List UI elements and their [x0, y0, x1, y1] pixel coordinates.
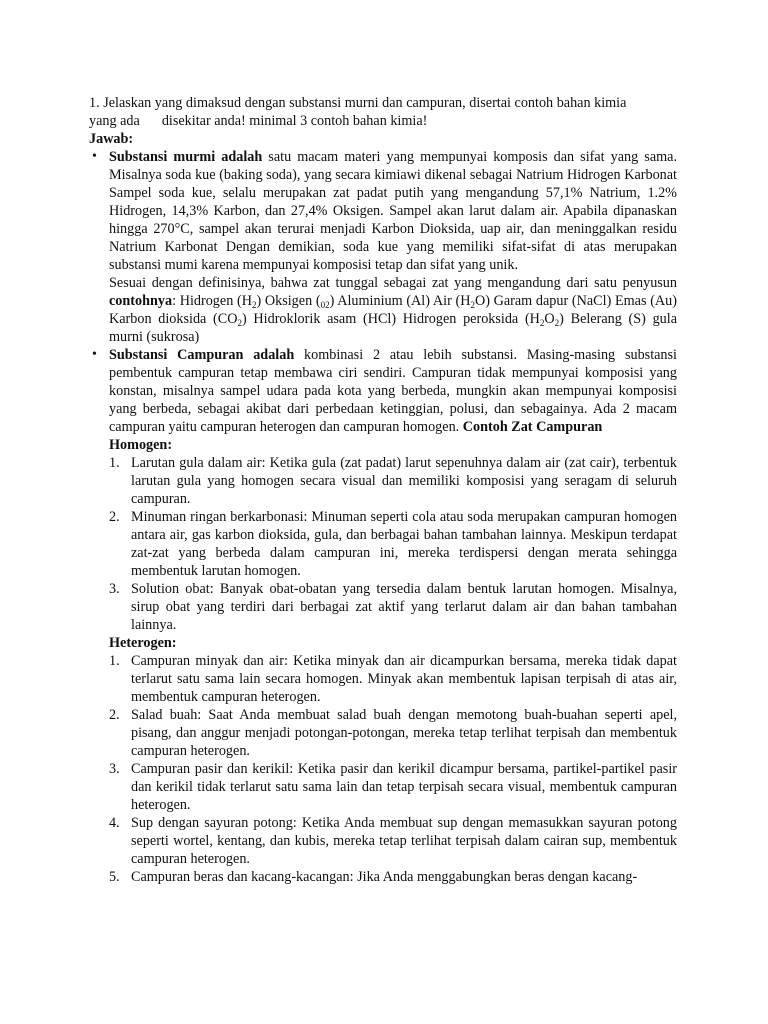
answer-list [89, 148, 677, 886]
campuran-paragraph [109, 346, 677, 436]
list-item-campuran [89, 346, 677, 886]
list-item-text: Campuran beras dan kacang-kacangan: Jika Anda menggabungkan beras dengan kacang- [131, 869, 638, 885]
example-text: ) Oksigen ( [256, 293, 321, 309]
murni-examples-intro: Sesuai dengan definisinya, bahwa zat tunggal sebagai zat yang mengandung dari satu penyusun [109, 275, 677, 291]
heterogen-list [109, 652, 677, 886]
question-text-line2b: disekitar anda! minimal 3 contoh bahan kimia! [161, 113, 428, 129]
murni-paragraph [109, 148, 677, 274]
example-text: ) Hidroklorik asam (HCl) Hidrogen peroksida (H [241, 311, 540, 327]
example-text: O) Garam dapur (NaCl) Emas (Au) Karbon dioksida (CO [109, 293, 677, 327]
list-item-text: Campuran pasir dan kerikil: Ketika pasir dan kerikil dicampur bersama, partikel-partikel pasir dan kerikil tidak terlarut satu sama lain dan tetap terpisah secara visual, membentuk campuran heterogen. [131, 761, 677, 813]
contoh-label: contohnya [109, 293, 173, 309]
murni-text: satu macam materi yang mempunyai komposis dan sifat yang sama. Misalnya soda kue (baking soda), yang secara kimiawi dikenal sebagai Natrium Hidrogen Karbonat Sampel soda kue, selalu merupakan zat padat putih yang mengandung 57,1% Natrium, 1.2% Hidrogen, 14,3% Karbon, dan 27,4% Oksigen. Sampel akan larut dalam air. Apabila dipanaskan hingga 270°C, sampel akan terurai menjadi Karbon Dioksida, uap air, dan meninggalkan residu Natrium Karbonat Dengan demikian, soda kue yang memiliki sifat-sifat di atas merupakan substansi mumi karena mempunyai komposisi tetap dan sifat yang unik. [109, 149, 677, 273]
heterogen-heading: Heterogen: [109, 635, 177, 651]
list-item-murni [89, 148, 677, 346]
subscript: 2 [237, 318, 242, 328]
list-item-number: 3. [109, 581, 120, 597]
list-item [109, 760, 677, 814]
murni-term: Substansi murmi adalah [109, 149, 263, 165]
list-item-number: 3. [109, 761, 120, 777]
example-text: O [544, 311, 555, 327]
list-item [109, 454, 677, 508]
murni-examples-paragraph [109, 274, 677, 346]
list-item-number: 1. [109, 455, 120, 471]
list-item-number: 1. [109, 653, 120, 669]
example-text: : Hidrogen (H [172, 293, 252, 309]
homogen-heading: Homogen: [109, 437, 173, 453]
question-text-line1: Jelaskan yang dimaksud dengan substansi murni dan campuran, disertai contoh bahan kimia [103, 95, 627, 111]
question-text-line2a: yang ada [89, 113, 140, 129]
list-item-number: 2. [109, 509, 120, 525]
campuran-term: Substansi Campuran adalah [109, 347, 295, 363]
homogen-list [109, 454, 677, 634]
subscript: 2 [470, 300, 475, 310]
list-item-text: Solution obat: Banyak obat-obatan yang tersedia dalam bentuk larutan homogen. Misalnya, sirup obat yang terdiri dari berbagai zat aktif yang terlarut dalam air dan bahan tambahan lainnya. [131, 581, 677, 633]
contoh-campuran-heading: Contoh Zat Campuran [462, 419, 603, 435]
list-item [109, 706, 677, 760]
list-item-text: Sup dengan sayuran potong: Ketika Anda membuat sup dengan memasukkan sayuran potong seperti wortel, kentang, dan kubis, mereka tetap terlihat terpisah dalam cairan sup, membentuk campuran heterogen. [131, 815, 677, 867]
list-item-text: Minuman ringan berkarbonasi: Minuman seperti cola atau soda merupakan campuran homogen antara air, gas karbon dioksida, gula, dan berbagai bahan tambahan lainnya. Meskipun terdapat zat-zat yang berbeda dalam campuran ini, mereka terdispersi dengan merata sehingga membentuk larutan homogen. [131, 509, 677, 579]
question-number: 1. [89, 95, 100, 111]
list-item-number: 5. [109, 869, 120, 885]
list-item [109, 508, 677, 580]
list-item-text: Salad buah: Saat Anda membuat salad buah dengan memotong buah-buahan seperti apel, pisang, dan anggur menjadi potongan-potongan, mereka tetap terlihat terpisah dan membentuk campuran heterogen. [131, 707, 677, 759]
list-item [109, 580, 677, 634]
answer-label: Jawab: [89, 131, 134, 147]
example-text: ) Aluminium (Al) Air (H [329, 293, 471, 309]
subscript: 02 [320, 300, 330, 310]
list-item-number: 2. [109, 707, 120, 723]
question-line [89, 94, 677, 130]
subscript: 2 [554, 318, 560, 328]
list-item-number: 4. [109, 815, 120, 831]
list-item-text: Larutan gula dalam air: Ketika gula (zat padat) larut sepenuhnya dalam air (zat cair), terbentuk larutan gula yang homogen secara visual dan memiliki komposisi yang seragam di seluruh campuran. [131, 455, 677, 507]
example-text: ) Belerang (S) gula murni (sukrosa) [109, 311, 677, 345]
campuran-text: kombinasi 2 atau lebih substansi. Masing-masing substansi pembentuk campuran tetap membawa ciri sendiri. Campuran tidak mempunyai komposisi yang konstan, misalnya sampel udara pada kota yang berbeda, mungkin akan mempunyai komposisi yang berbeda, sebagai akibat dari perbedaan ketinggian, polusi, dan sebagainya. Ada 2 macam campuran yaitu campuran heterogen dan campuran homogen. [109, 347, 677, 435]
list-item [109, 652, 677, 706]
list-item [109, 814, 677, 868]
subscript: 2 [251, 300, 257, 310]
document-page [89, 94, 677, 886]
list-item-text: Campuran minyak dan air: Ketika minyak dan air dicampurkan bersama, mereka tidak dapat terlarut satu sama lain secara homogen. Minyak akan membentuk lapisan terpisah di atas air, membentuk campuran heterogen. [131, 653, 677, 705]
subscript: 2 [539, 318, 545, 328]
list-item [109, 868, 677, 886]
